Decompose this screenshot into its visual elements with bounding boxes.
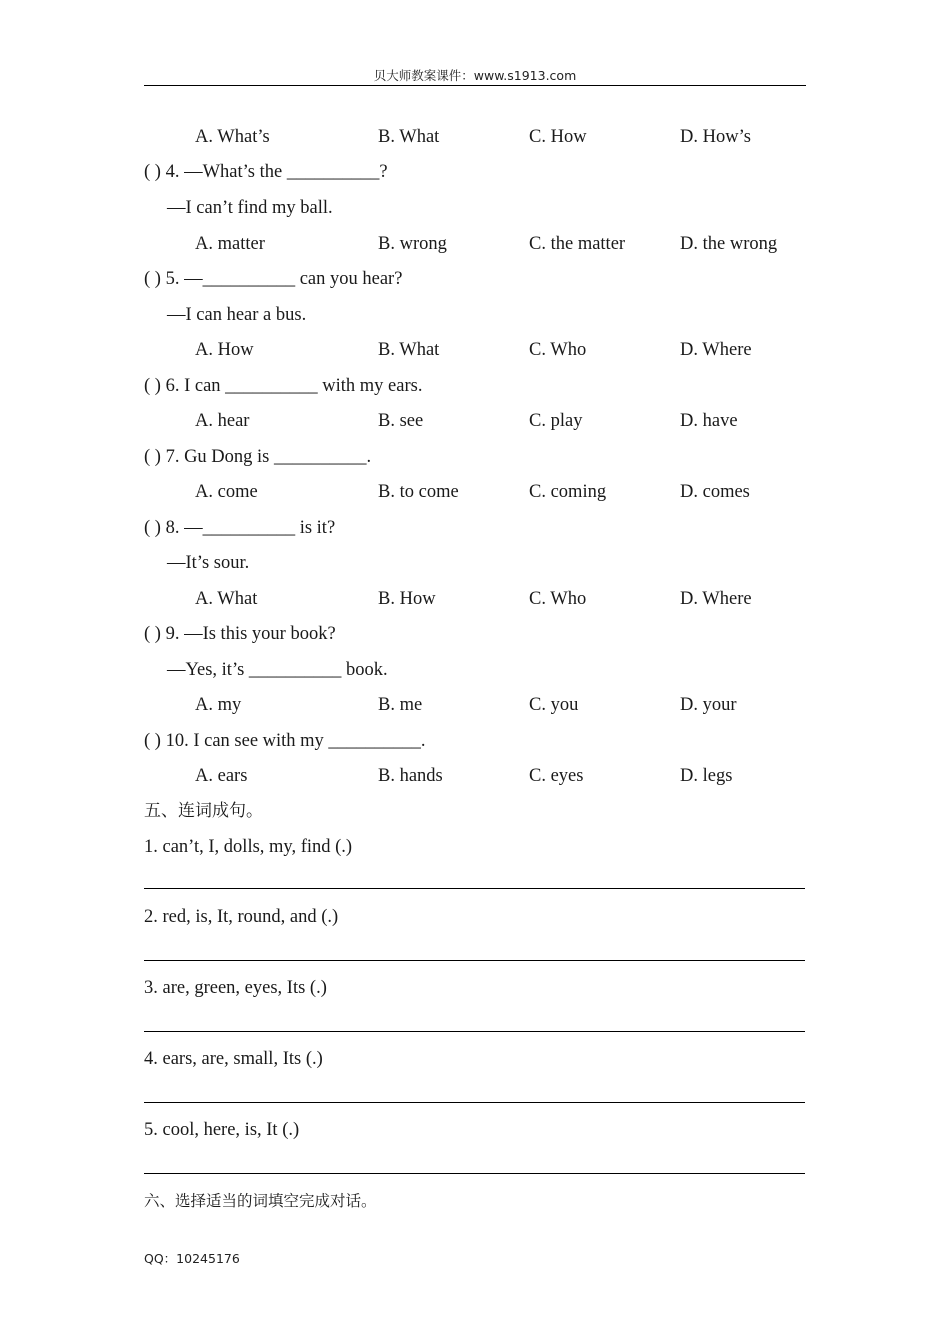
question-4-stem: ( ) 4. —What’s the __________?: [144, 162, 388, 182]
answer-line-1[interactable]: [144, 888, 805, 889]
question-8-reply: —It’s sour.: [167, 553, 250, 573]
option-b: B. How: [378, 589, 436, 609]
question-6-stem: ( ) 6. I can __________ with my ears.: [144, 376, 423, 396]
option-d: D. your: [680, 695, 737, 715]
sentence-item-2: 2. red, is, It, round, and (.): [144, 907, 339, 927]
option-c: C. coming: [529, 482, 607, 502]
option-c: C. Who: [529, 340, 587, 360]
option-a: A. come: [195, 482, 258, 502]
option-b: B. wrong: [378, 234, 447, 254]
question-9-stem: ( ) 9. —Is this your book?: [144, 624, 336, 644]
option-d: D. Where: [680, 340, 752, 360]
option-d: D. How’s: [680, 127, 751, 147]
option-c: C. the matter: [529, 234, 626, 254]
option-b: B. see: [378, 411, 424, 431]
question-10-stem: ( ) 10. I can see with my __________.: [144, 731, 426, 751]
answer-line-2[interactable]: [144, 960, 805, 961]
sentence-item-4: 4. ears, are, small, Its (.): [144, 1049, 323, 1069]
question-7-stem: ( ) 7. Gu Dong is __________.: [144, 447, 372, 467]
sentence-item-5: 5. cool, here, is, It (.): [144, 1120, 300, 1140]
option-d: D. have: [680, 411, 738, 431]
page-header: 贝大师教案课件：www.s1913.com: [373, 68, 577, 83]
option-b: B. to come: [378, 482, 459, 502]
option-a: A. ears: [195, 766, 248, 786]
section-6-title: 六、选择适当的词填空完成对话。: [144, 1192, 377, 1210]
option-a: A. hear: [195, 411, 250, 431]
section-5-title: 五、连词成句。: [144, 801, 263, 821]
header-rule: [144, 85, 806, 86]
option-d: D. legs: [680, 766, 733, 786]
option-c: C. eyes: [529, 766, 584, 786]
question-8-stem: ( ) 8. —__________ is it?: [144, 518, 336, 538]
option-a: A. What’s: [195, 127, 270, 147]
answer-line-5[interactable]: [144, 1173, 805, 1174]
option-a: A. my: [195, 695, 242, 715]
option-c: C. you: [529, 695, 579, 715]
option-d: D. Where: [680, 589, 752, 609]
page-footer: QQ：10245176: [144, 1251, 240, 1266]
option-b: B. What: [378, 340, 440, 360]
question-4-reply: —I can’t find my ball.: [167, 198, 333, 218]
answer-line-3[interactable]: [144, 1031, 805, 1032]
option-a: A. What: [195, 589, 258, 609]
question-5-reply: —I can hear a bus.: [167, 305, 307, 325]
option-c: C. play: [529, 411, 583, 431]
option-a: A. How: [195, 340, 254, 360]
sentence-item-3: 3. are, green, eyes, Its (.): [144, 978, 327, 998]
question-5-stem: ( ) 5. —__________ can you hear?: [144, 269, 403, 289]
option-b: B. What: [378, 127, 440, 147]
option-b: B. hands: [378, 766, 443, 786]
sentence-item-1: 1. can’t, I, dolls, my, find (.): [144, 837, 353, 857]
option-a: A. matter: [195, 234, 265, 254]
option-d: D. the wrong: [680, 234, 778, 254]
option-b: B. me: [378, 695, 423, 715]
option-c: C. How: [529, 127, 587, 147]
option-d: D. comes: [680, 482, 750, 502]
answer-line-4[interactable]: [144, 1102, 805, 1103]
option-c: C. Who: [529, 589, 587, 609]
question-9-reply: —Yes, it’s __________ book.: [167, 660, 388, 680]
